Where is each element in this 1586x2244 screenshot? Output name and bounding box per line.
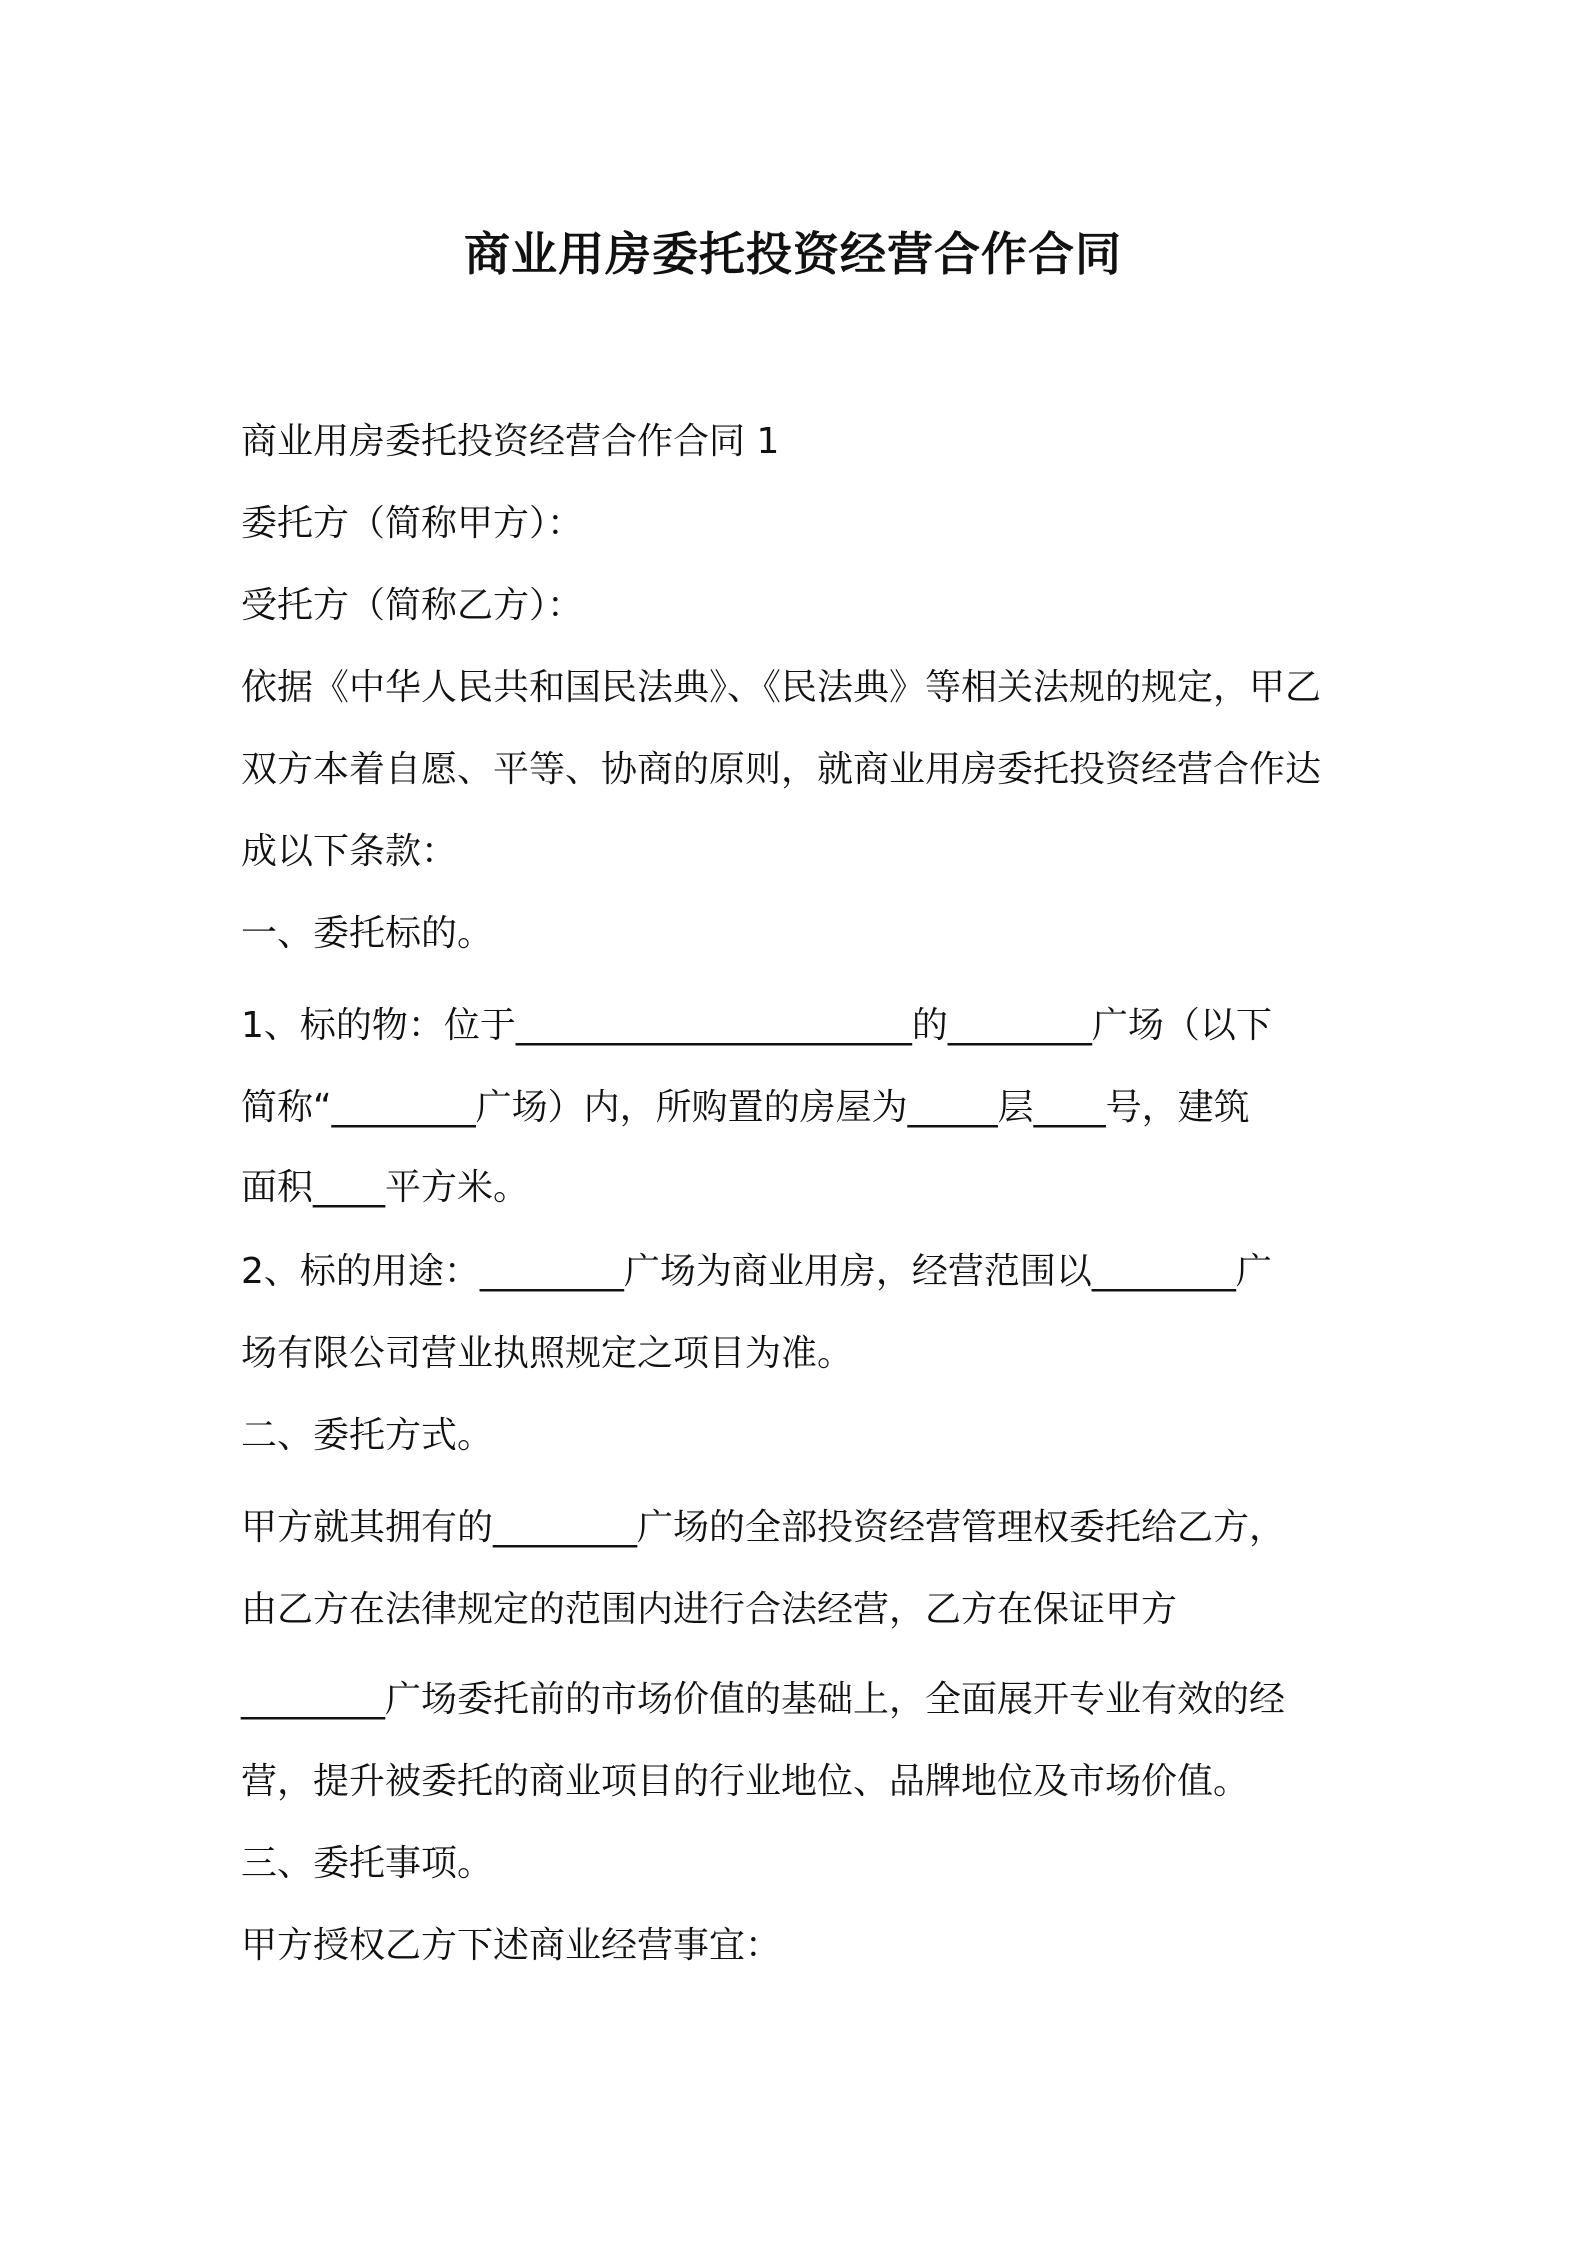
clause-1-1-line-2: 简称“________广场）内，所购置的房屋为_____层____号，建筑 <box>241 1087 1250 1128</box>
section-2-para-line-2: 由乙方在法律规定的范围内进行合法经营，乙方在保证甲方 <box>241 1589 1178 1630</box>
party-b-line: 受托方（简称乙方）： <box>241 585 584 626</box>
clause-1-2-line-1: 2、标的用途：________广场为商业用房，经营范围以________广 <box>241 1251 1272 1292</box>
section-2-para-line-3: ________广场委托前的市场价值的基础上，全面展开专业有效的经 <box>241 1679 1286 1720</box>
section-2-para-line-4: 营，提升被委托的商业项目的行业地位、品牌地位及市场价值。 <box>241 1761 1250 1802</box>
preamble-line-3: 成以下条款： <box>241 831 458 872</box>
section-3-intro: 甲方授权乙方下述商业经营事宜： <box>241 1925 782 1966</box>
section-2-heading: 二、委托方式。 <box>241 1415 494 1456</box>
contract-subtitle: 商业用房委托投资经营合作合同 1 <box>241 421 780 462</box>
preamble-line-1: 依据《中华人民共和国民法典》、《民法典》等相关法规的规定，甲乙 <box>241 667 1322 708</box>
document-title: 商业用房委托投资经营合作合同 <box>464 227 1122 281</box>
section-3-heading: 三、委托事项。 <box>241 1843 494 1884</box>
section-1-heading: 一、委托标的。 <box>241 913 494 954</box>
section-2-para-line-1: 甲方就其拥有的________广场的全部投资经营管理权委托给乙方， <box>241 1507 1286 1548</box>
clause-1-1-line-1: 1、标的物：位于______________________的________广场（以下 <box>241 1005 1272 1046</box>
clause-1-2-line-2: 场有限公司营业执照规定之项目为准。 <box>241 1333 854 1374</box>
party-a-line: 委托方（简称甲方）： <box>241 503 584 544</box>
clause-1-1-line-3: 面积____平方米。 <box>241 1167 530 1208</box>
preamble-line-2: 双方本着自愿、平等、协商的原则，就商业用房委托投资经营合作达 <box>241 749 1322 790</box>
